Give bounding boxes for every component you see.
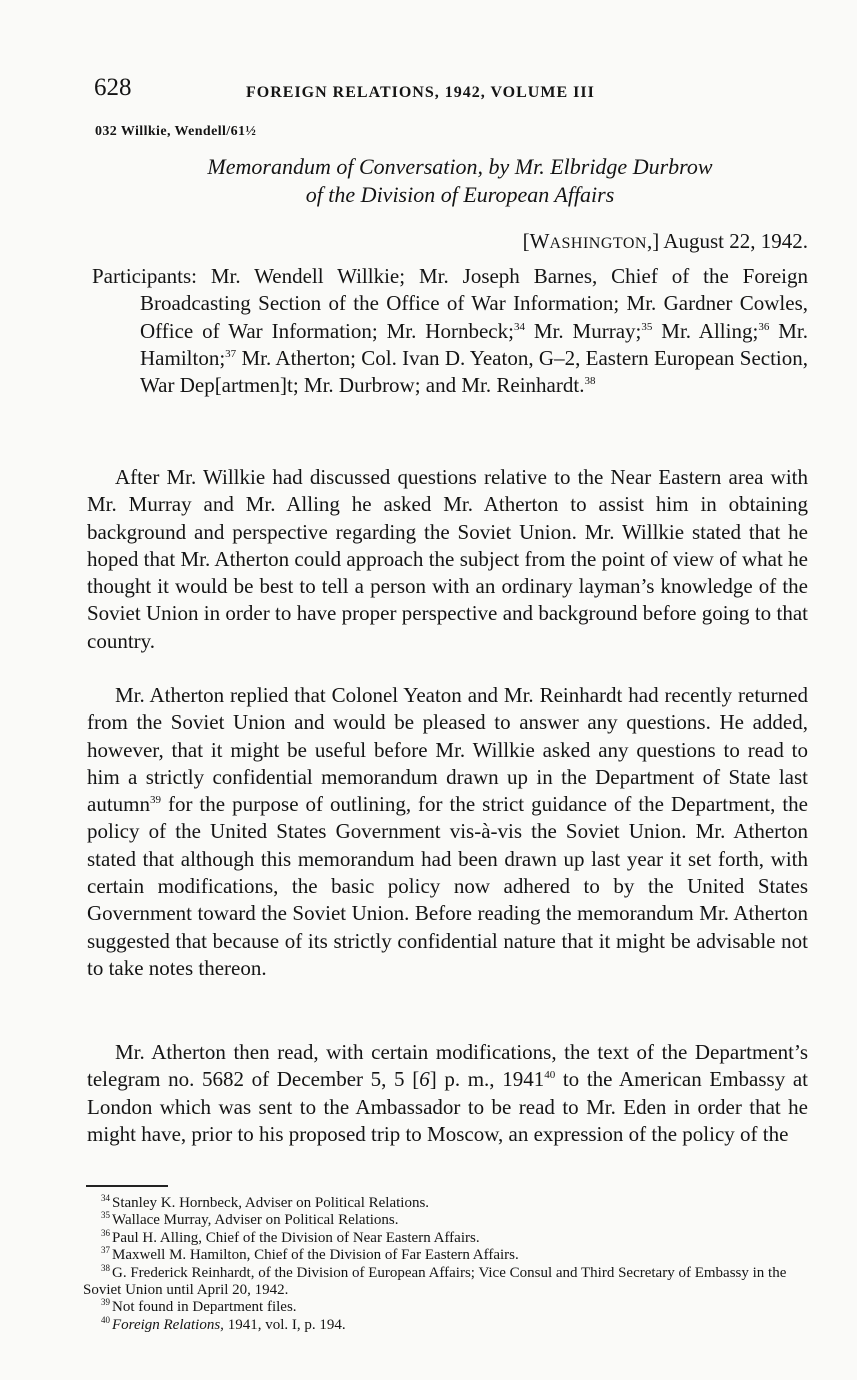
footnote-text: 1941, vol. I, p. 194. [223,1316,346,1333]
footnote-text: Maxwell M. Hamilton, Chief of the Division of Far Eastern Affairs. [112,1247,519,1264]
footnote-35 [83,1212,808,1229]
footnote-ref-36: 36 [758,320,770,333]
footnote-text: Stanley K. Hornbeck, Adviser on Political Relations. [112,1195,430,1211]
footnote-number: 39 [101,1297,110,1308]
dateline-date: August 22, 1942. [659,229,808,253]
footnote-text: G. Frederick Reinhardt, of the Division of European Affairs; Vice Consul and Third Secretary of Embassy in the Soviet Union until April 20, 1942. [83,1264,787,1299]
footnote-37 [83,1247,808,1264]
page-header [94,74,694,110]
paragraph-3-italic: 6 [419,1067,430,1092]
footnote-number: 37 [101,1245,110,1256]
footnote-ref-40: 40 [544,1069,556,1082]
participants-text-5: Mr. Atherton; Col. Ivan D. Yeaton, G–2, Eastern European Section, War Dep[artmen]t; Mr. Durbrow; and Mr. Reinhardt. [140,345,808,398]
paragraph-3-text-a: Mr. Atherton then read, with certain modifications, the text of the Department’s telegram no. 5682 of December 5, 5 [ [87,1040,808,1092]
footnote-ref-37: 37 [225,347,237,360]
footnote-ref-35: 35 [641,320,653,333]
footnote-39 [83,1299,808,1316]
footnote-number: 40 [101,1314,110,1325]
footnote-divider [86,1185,168,1187]
paragraph-3-text-b: ] p. m., 1941 [429,1067,545,1092]
footnote-number: 35 [101,1210,110,1221]
paragraph-2-text-b: for the purpose of outlining, for the strict guidance of the Department, the policy of the United States Government vis-à-vis the Soviet Union. Mr. Atherton stated that although this memorandum had been drawn up last year it set forth, with certain modifications, the basic policy now adhered to by the United States Government toward the Soviet Union. Before reading the memorandum Mr. Atherton suggested that because of its strictly confidential nature that it might be advisable not to take notes thereon. [87,792,808,980]
footnote-text: Wallace Murray, Adviser on Political Relations. [112,1212,399,1229]
dateline-place-initial: W [529,229,550,253]
participants-text-3: Mr. Alling; [652,318,759,343]
participants-text-4: Mr. Hamilton; [140,318,809,370]
footnote-40 [83,1314,808,1334]
participants-text-2: Mr. Murray; [524,318,642,343]
footnote-number: 36 [101,1227,110,1238]
page-number: 628 [94,74,132,101]
footnote-36 [83,1227,808,1247]
participants-text-1: Participants: Mr. Wendell Willkie; Mr. Joseph Barnes, Chief of the Foreign Broadcasting Section of the Office of War Information; Mr. Gardner Cowles, Office of War Information; Mr. Hornbeck; [92,264,808,343]
footnote-italic-title: Foreign Relations, [112,1316,224,1333]
document-title-line-1: Memorandum of Conversation, by Mr. Elbridge Durbrow [207,154,713,179]
footnote-number: 34 [101,1193,110,1203]
body-paragraph-2 [87,682,808,982]
body-paragraph-3 [87,1039,808,1148]
footnote-text: Paul H. Alling, Chief of the Division of Near Eastern Affairs. [112,1229,480,1246]
footnote-text: Not found in Department files. [112,1299,297,1316]
dateline [523,229,808,254]
running-head: FOREIGN RELATIONS, 1942, VOLUME III [246,84,595,101]
footnote-ref-39: 39 [150,794,161,807]
footnote-ref-34: 34 [513,320,525,333]
dateline-place-rest: ASHINGTON [549,235,647,252]
footnote-number: 38 [101,1262,110,1273]
dateline-bracket-open: [ [522,229,530,253]
participants-paragraph [92,263,808,399]
footnote-38 [83,1262,808,1300]
footnote-34 [83,1195,808,1212]
file-reference: 032 Willkie, Wendell/61½ [95,124,257,139]
dateline-bracket-close: ,] [646,229,660,253]
paragraph-2-text-a: Mr. Atherton replied that Colonel Yeaton and Mr. Reinhardt had recently returned from the Soviet Union and would be pleased to answer any questions. He added, however, that it might be useful before Mr. Willkie asked any questions to read to him a strictly confidential memorandum drawn up in the Department of State last autumn [87,683,808,817]
body-paragraph-1: After Mr. Willkie had discussed questions relative to the Near Eastern area with Mr. Murray and Mr. Alling he asked Mr. Atherton to assist him in obtaining background and perspective regarding the Soviet Union. Mr. Willkie stated that he hoped that Mr. Atherton could approach the subject from the point of view of what he thought it would be best to tell a person with an ordinary layman’s knowledge of the Soviet Union in order to have proper perspective and background before going to that country. [87,465,808,653]
footnote-ref-38: 38 [584,375,596,388]
footnotes [83,1195,808,1334]
document-title-line-2: of the Division of European Affairs [305,182,615,207]
paragraph-3-text-c: to the American Embassy at London which was sent to the Ambassador to be read to Mr. Eden in order that he might have, prior to his proposed trip to Moscow, an expression of the policy of the [87,1067,808,1146]
